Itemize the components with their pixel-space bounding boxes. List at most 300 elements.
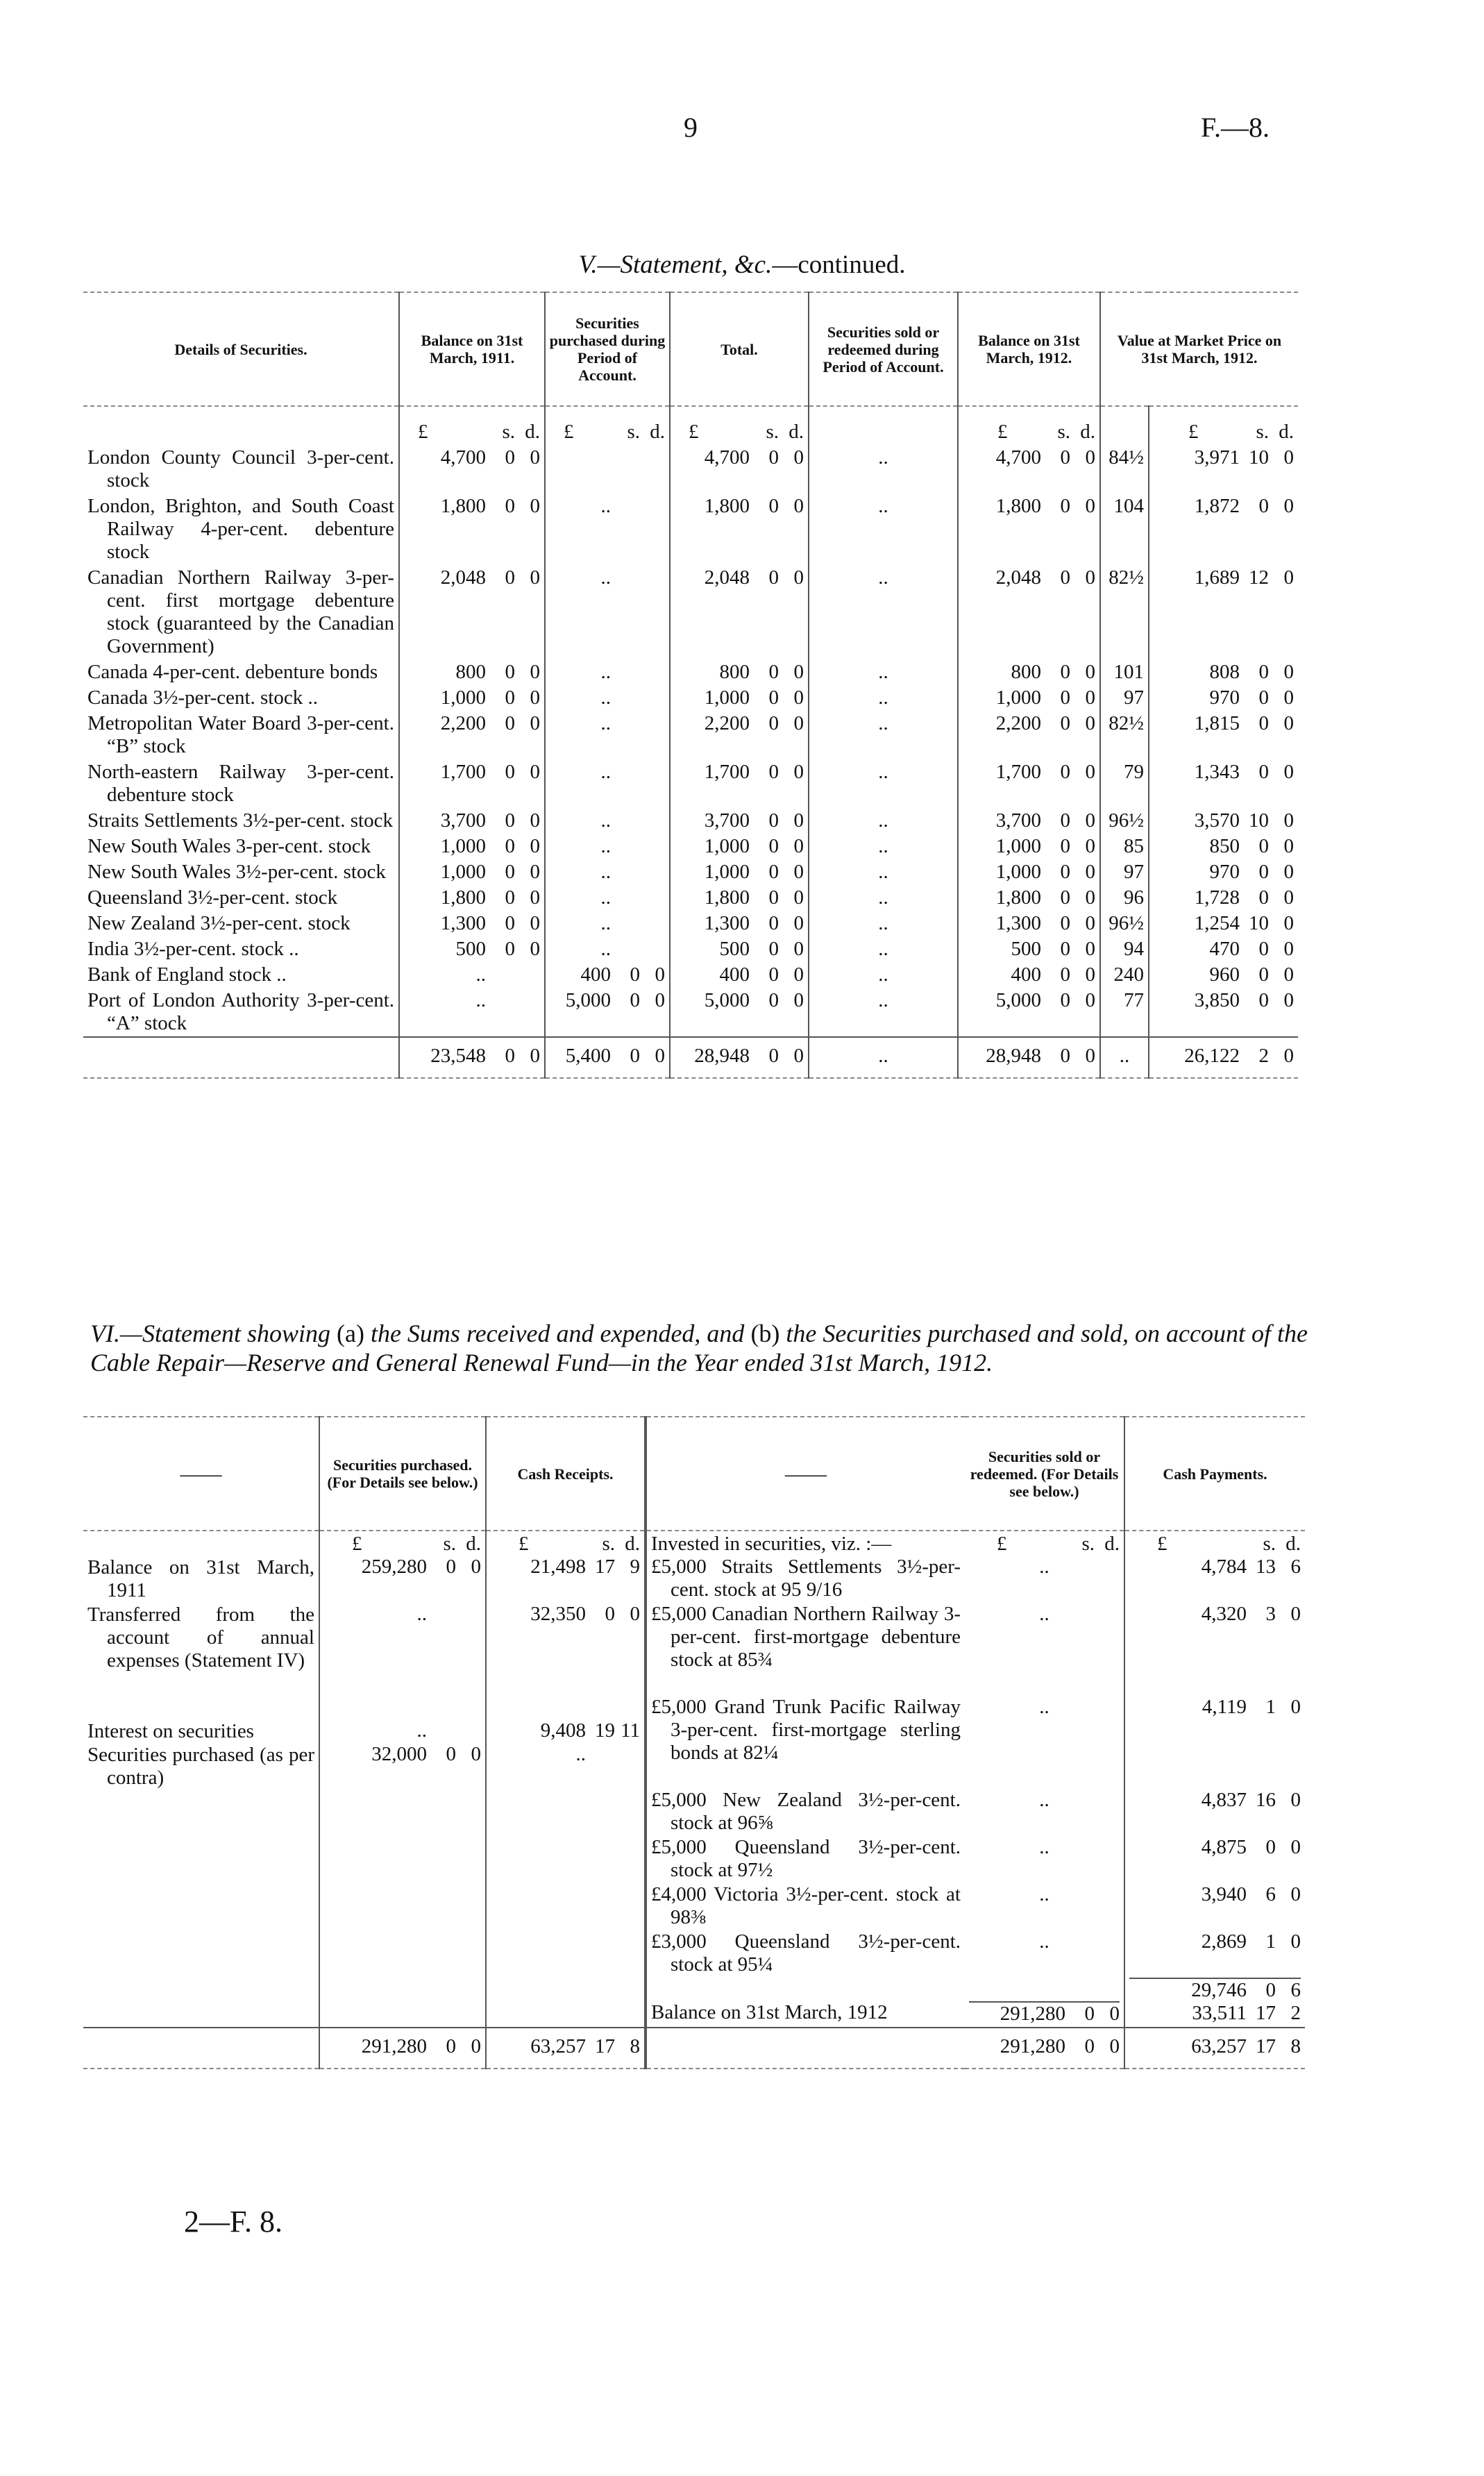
payments-subtotal-amount-pence: 6 [1290,1979,1301,2001]
market-value-amount-shillings: 10 [1249,912,1269,934]
receipt-item-text: Balance on 31st March, 1911 [87,1556,314,1601]
market-value [1149,445,1298,494]
market-price: 85 [1100,834,1149,859]
total [670,859,809,885]
balance-1912-sold-amount-pence: 0 [1109,2003,1120,2025]
purchased-amount-pence [640,861,665,884]
total-amount [675,809,804,832]
market-value [1149,834,1298,859]
payments-descriptions [646,1531,965,2028]
security-row [83,808,1298,834]
purchased-amount [550,712,665,735]
total [670,494,809,565]
payment-item-cash-amount [1129,1603,1301,1626]
total-market-value-amount-shillings: 2 [1258,1045,1269,1067]
fund-main-row [83,1531,1305,2028]
payment-item-sold: .. [1039,1556,1049,1578]
balance-1911-amount-pounds: 1,000 [440,687,486,709]
sold: .. [809,711,958,759]
balance-1912-amount-pence: 0 [1085,835,1095,857]
purchased-amount-shillings [611,661,640,684]
market-price: 97 [1100,685,1149,711]
total-amount-shillings: 0 [768,661,779,683]
payment-item-text: £5,000 New Zealand 3½-per-cent. stock at 96⅝ [651,1789,961,1834]
purchased [545,936,670,962]
balance-1911-amount-pounds: 500 [455,938,486,960]
market-value-amount [1154,495,1294,518]
market-value-amount-pence: 0 [1283,938,1294,960]
total-market-value-amount-pounds: 26,122 [1184,1045,1240,1067]
security-name [83,885,399,911]
units-bal2-grid [963,421,1095,444]
receipt-item-cash [491,1743,640,1790]
unit-pound: £ [518,1533,529,1555]
market-value-amount [1154,661,1294,684]
receipt-item-purchased-amount-shillings [427,1603,456,1626]
total-balance-1911-amount-shillings: 0 [505,1045,515,1067]
payment-item-cash-amount-shillings: 1 [1265,1930,1276,1953]
grand-total-amount-shillings: 0 [768,1045,779,1067]
fund-account-table [83,1416,1305,2069]
total-purchased-amount-pounds: 5,400 [565,1045,611,1067]
balance-1912-amount-pounds: 4,700 [995,446,1041,469]
payment-item-cash-amount-shillings: 3 [1265,1603,1276,1625]
balance-1911-amount-pence: 0 [530,861,540,883]
units-val [1149,406,1298,445]
total-amount-pounds: 500 [719,938,750,960]
total [670,445,809,494]
receipt-item-purchased [324,1719,481,1743]
balance-1912-amount-shillings: 0 [1060,446,1070,469]
market-value-amount [1154,886,1294,909]
balance-1912-cash-amount-pence: 2 [1290,2002,1301,2024]
payments-subtotal-amount [1129,1979,1301,2002]
market-price: 97 [1100,859,1149,885]
total-securities-purchased-amount-shillings: 0 [446,2035,456,2057]
units-row [83,406,1298,445]
purchased-amount-pence: 0 [655,989,665,1011]
balance-1912-cash-amount [1129,2002,1301,2025]
market-value-amount-pence: 0 [1283,886,1294,909]
page-number: 9 [684,112,698,143]
market-value-amount-shillings: 0 [1258,687,1269,709]
payment-item-text: £5,000 Straits Settlements 3½-per-cent. stock at 95 9/16 [651,1556,961,1601]
receipt-item-cash-amount-shillings [586,1743,615,1766]
balance-1911-amount-pounds: 1,000 [440,861,486,883]
sold-column [965,1531,1124,2028]
balance-1912-amount [963,761,1095,784]
receipt-item-cash [491,1603,640,1719]
balance-1911-amount-shillings: 0 [505,912,515,934]
market-price: 96½ [1100,808,1149,834]
total-amount-pence: 0 [793,912,804,934]
total-amount [675,661,804,684]
total-amount-pounds: 800 [719,661,750,683]
balance-1912-amount-shillings: 0 [1060,912,1070,934]
purchased-amount [550,886,665,909]
balance-1912-amount [963,835,1095,858]
receipt-item-cash-amount [491,1719,640,1742]
payment-item-text: £4,000 Victoria 3½-per-cent. stock at 98⅜ [651,1883,961,1928]
market-value-amount-pence: 0 [1283,446,1294,469]
receipts-descriptions [83,1531,319,2028]
market-value-amount-shillings: 12 [1249,566,1269,589]
total-amount-shillings: 0 [768,989,779,1011]
balance-1911-amount-shillings: 0 [505,938,515,960]
total-amount-shillings: 0 [768,712,779,734]
payment-item-cash-amount-shillings: 6 [1265,1883,1276,1905]
total-amount-shillings: 0 [768,886,779,909]
security-row [83,759,1298,808]
balance-1912-amount-pence: 0 [1085,566,1095,589]
security-name [83,859,399,885]
balance-1911-amount [404,963,540,986]
balance-1911-amount-shillings: 0 [505,712,515,734]
balance-1911-amount-pence: 0 [530,566,540,589]
market-value-amount-shillings: 0 [1258,835,1269,857]
security-row [83,936,1298,962]
total-amount-pounds: 3,700 [704,809,750,832]
purchased-amount [550,989,665,1012]
total-amount-pounds: 1,800 [704,495,750,517]
total-cash-payments-amount-pounds: 63,257 [1191,2035,1247,2057]
units-bal-grid [404,421,540,444]
balance-1912 [958,936,1100,962]
receipt-item-cash [491,1556,640,1603]
balance-1912-amount [963,566,1095,589]
receipt-item-purchased-amount-pence: 0 [471,1556,481,1578]
security-name-text: London, Brighton, and South Coast Railway 4-per-cent. debenture stock [87,495,394,563]
security-name [83,808,399,834]
balance-1912-amount-shillings: 0 [1060,661,1070,683]
payments-subtotal [1129,1978,1301,2002]
market-value-amount-pence: 0 [1283,495,1294,517]
payment-item-cash-amount [1129,1696,1301,1719]
balance-1912 [958,808,1100,834]
total-amount-shillings: 0 [768,835,779,857]
security-row [83,445,1298,494]
balance-1912-amount-pounds: 1,000 [995,687,1041,709]
total-amount [675,687,804,709]
fund-totals-row [83,2028,1305,2069]
payment-item-cash-amount-pounds: 4,320 [1201,1603,1247,1625]
security-row [83,962,1298,988]
purchased [545,565,670,659]
balance-1911-amount-pence: 0 [530,886,540,909]
total-amount [675,835,804,858]
balance-1912 [958,962,1100,988]
security-row [83,711,1298,759]
payment-item-cash-amount-pence: 0 [1290,1603,1301,1625]
balance-1911 [399,962,545,988]
sold: .. [809,859,958,885]
purchased-amount-pence [640,835,665,858]
total-amount [675,446,804,469]
total-amount-pounds: 2,048 [704,566,750,589]
balance-1911 [399,494,545,565]
balance-1912-amount-shillings: 0 [1060,938,1070,960]
unit-d: d. [1285,1533,1301,1555]
balance-1911-amount-shillings [486,989,515,1012]
balance-1911-amount-shillings [486,963,515,986]
balance-1911-amount [404,495,540,518]
balance-1911-amount-pence: 0 [530,835,540,857]
unit-d: d. [650,421,665,443]
balance-1911 [399,808,545,834]
market-value-amount-shillings: 10 [1249,446,1269,469]
receipt-item-cash-amount [491,1556,640,1578]
receipts-units [491,1533,640,1556]
receipt-item-purchased-amount [324,1719,481,1742]
statement-v-title-italic: V.—Statement, &c. [578,251,773,279]
payment-item-cash-amount-pounds: 4,784 [1201,1556,1247,1578]
unit-pound: £ [997,1533,1007,1555]
market-value-amount-pence: 0 [1283,566,1294,589]
total-balance-1912-amount-shillings: 0 [1060,1045,1070,1067]
balance-1912 [958,759,1100,808]
fund-account-table-body [83,1531,1305,2069]
security-name [83,711,399,759]
purchased-amount-shillings [611,861,640,884]
purchased [545,759,670,808]
market-value [1149,685,1298,711]
balance-1911-amount [404,912,540,935]
total-securities-purchased-amount-pounds: 291,280 [361,2035,427,2057]
receipt-item-purchased-amount-shillings [427,1719,456,1742]
balance-1912-sold [969,2001,1120,2026]
total-cash-receipts-amount-pounds: 63,257 [530,2035,586,2057]
balance-1912-amount-shillings: 0 [1060,963,1070,986]
payment-item-cash-amount [1129,1883,1301,1906]
total-amount [675,761,804,784]
balance-1911-amount [404,835,540,858]
total-amount [675,912,804,935]
purchased-amount-pence: 0 [655,963,665,986]
market-value-amount-pounds: 1,689 [1194,566,1240,589]
payment-item-cash-amount-pence: 0 [1290,1836,1301,1858]
total-amount-shillings: 0 [768,761,779,783]
total-amount-pounds: 1,000 [704,835,750,857]
balance-1912-amount [963,495,1095,518]
market-value-amount-pounds: 1,872 [1194,495,1240,517]
market-value-amount [1154,761,1294,784]
unit-pound: £ [997,421,1008,443]
market-value-amount [1154,912,1294,935]
units-val-grid [1154,421,1294,444]
col-cash-payments: Cash Payments. [1124,1417,1305,1531]
sold-units [969,1533,1120,1556]
balance-1911-amount [404,938,540,961]
purchased [545,834,670,859]
payment-item-sold: .. [1039,1789,1049,1811]
payment-item-sold: .. [1039,1603,1049,1625]
purchased-amount-pence [640,712,665,735]
market-price: 82½ [1100,711,1149,759]
balance-1912-amount-pence: 0 [1085,446,1095,469]
security-row [83,834,1298,859]
purchased-amount [550,495,665,518]
total-securities-sold-amount-pence: 0 [1109,2035,1120,2057]
balance-1911-amount-pounds: 2,048 [440,566,486,589]
purchased-amount-shillings [611,938,640,961]
payment-item-cash-amount-pence: 0 [1290,1789,1301,1811]
receipt-item-cash-amount-pounds: 21,498 [530,1556,586,1578]
security-name [83,685,399,711]
total-cash-receipts-amount-pence: 8 [630,2035,640,2057]
receipt-item-cash-amount-shillings: 17 [595,1556,615,1578]
market-value-amount-shillings: 0 [1258,861,1269,883]
balance-1912-amount [963,861,1095,884]
balance-1911-amount-shillings: 0 [505,809,515,832]
receipt-item-purchased-amount-shillings: 0 [446,1556,456,1578]
balance-1911-amount [404,446,540,469]
total-amount-pounds: 4,700 [704,446,750,469]
balance-1911-amount-pounds: 1,800 [440,495,486,517]
balance-1912-amount-pence: 0 [1085,761,1095,783]
purchased-amount-pounds: .. [600,687,611,709]
statement-vi-label-a: (a) [336,1320,364,1347]
balance-1911-amount-pounds: 1,300 [440,912,486,934]
subtotal-sold-spacer [969,1978,1120,2001]
balance-1911-amount-pence: 0 [530,712,540,734]
security-name [83,445,399,494]
market-value-amount [1154,861,1294,884]
total-price: .. [1100,1037,1149,1078]
market-value-amount-pence: 0 [1283,835,1294,857]
grand-total-amount-pence: 0 [793,1045,804,1067]
footer-reference: 2—F. 8. [184,2205,283,2239]
market-value-amount-pence: 0 [1283,963,1294,986]
total-securities-sold-amount [969,2035,1120,2058]
payment-item-cash-amount-pounds: 2,869 [1201,1930,1247,1953]
security-name-text: London County Council 3-per-cent. stock [87,446,394,491]
market-price: 79 [1100,759,1149,808]
total [670,962,809,988]
purchased [545,962,670,988]
balance-1911-amount-shillings: 0 [505,861,515,883]
total-purchased-amount-shillings: 0 [630,1045,640,1067]
purchased-amount-pence [640,761,665,784]
balance-1912-amount-pence: 0 [1085,989,1095,1011]
payment-item-cash-amount-pence: 0 [1290,1883,1301,1905]
unit-d: d. [1080,421,1095,443]
purchased-amount-pounds: .. [600,938,611,960]
unit-d: d. [466,1533,481,1555]
total-balance-1912 [958,1037,1100,1078]
market-value-amount-pounds: 1,254 [1194,912,1240,934]
market-value-amount-pounds: 970 [1209,687,1240,709]
units-tot [670,406,809,445]
unit-d: d. [625,1533,640,1555]
total-securities-purchased [319,2028,486,2069]
balance-1911 [399,445,545,494]
receipt-item-cash-amount-pounds: 9,408 [540,1719,586,1742]
market-value-amount [1154,809,1294,832]
total-amount [675,886,804,909]
payment-item-cash-amount-shillings: 13 [1256,1556,1276,1578]
col-balance-1911: Balance on 31st March, 1911. [399,292,545,406]
securities-table [83,292,1298,1079]
total-securities-sold-amount-shillings: 0 [1084,2035,1095,2057]
balance-1912-sold-amount-shillings: 0 [1084,2003,1095,2025]
balance-1911-amount-shillings: 0 [505,495,515,517]
purchased [545,988,670,1037]
total-balance-1912-amount-pence: 0 [1085,1045,1095,1067]
receipt-item-purchased-amount-pence: 0 [471,1743,481,1765]
receipt-item-cash-amount-pence: 9 [630,1556,640,1578]
receipt-item-purchased-amount-shillings: 0 [446,1743,456,1765]
purchased-amount-pence [640,809,665,832]
market-price: 101 [1100,659,1149,685]
market-price: 94 [1100,936,1149,962]
purchased-amount [550,661,665,684]
purchased-amount-pounds: .. [600,761,611,783]
total-amount-shillings: 0 [768,687,779,709]
payment-item-cash-amount-pounds: 4,837 [1201,1789,1247,1811]
purchased-amount-pounds: 400 [580,963,611,986]
total-cash-receipts [486,2028,646,2069]
payment-item-cash-amount-shillings: 1 [1265,1696,1276,1718]
total-securities-sold-amount-pounds: 291,280 [1000,2035,1065,2057]
balance-1912 [958,711,1100,759]
purchased-amount-shillings [611,809,640,832]
receipt-item-cash-amount [491,1603,640,1626]
total-amount-pounds: 5,000 [704,989,750,1011]
total-market-value [1149,1037,1298,1078]
total-amount-pence: 0 [793,566,804,589]
market-value-amount [1154,989,1294,1012]
market-value-amount-shillings: 0 [1258,761,1269,783]
total-balance-1912-amount [963,1045,1095,1068]
balance-1912-amount-shillings: 0 [1060,989,1070,1011]
market-value-amount-pence: 0 [1283,809,1294,832]
statement-vi-label-b: (b) [750,1320,780,1347]
balance-1911 [399,659,545,685]
purchased-amount-shillings: 0 [630,989,640,1011]
balance-1911 [399,859,545,885]
receipt-item-text: Interest on securities [87,1720,254,1742]
security-row [83,494,1298,565]
purchased [545,659,670,685]
balance-1912-amount-shillings: 0 [1060,809,1070,832]
balance-1911 [399,711,545,759]
security-name [83,962,399,988]
market-value-amount-shillings: 0 [1258,938,1269,960]
payments-subtotal-amount-pounds: 29,746 [1191,1979,1247,2001]
purchased-amount-shillings [611,712,640,735]
market-value-amount [1154,712,1294,735]
purchased-amount [550,835,665,858]
sold: .. [809,494,958,565]
balance-1912-amount-pence: 0 [1085,963,1095,986]
security-name-text: Straits Settlements 3½-per-cent. stock [87,809,393,832]
page-reference: F.—8. [1201,112,1270,143]
balance-1911-amount-pence: 0 [530,809,540,832]
totals-row [83,1037,1298,1078]
receipt-item-purchased [324,1556,481,1603]
total-amount-shillings: 0 [768,938,779,960]
market-price: 77 [1100,988,1149,1037]
balance-1911-amount-shillings: 0 [505,835,515,857]
receipt-item-purchased-amount-pounds: .. [416,1719,427,1742]
market-value-amount-shillings: 0 [1258,661,1269,683]
balance-1912-amount-pounds: 400 [1011,963,1041,986]
receipt-item-purchased-amount-pounds: 32,000 [371,1743,427,1765]
col-securities-purchased: Securities purchased. (For Details see below.) [319,1417,486,1531]
receipt-item-cash-amount-shillings: 19 [595,1719,615,1742]
balance-1912 [958,911,1100,936]
market-value-amount-pounds: 808 [1209,661,1240,683]
